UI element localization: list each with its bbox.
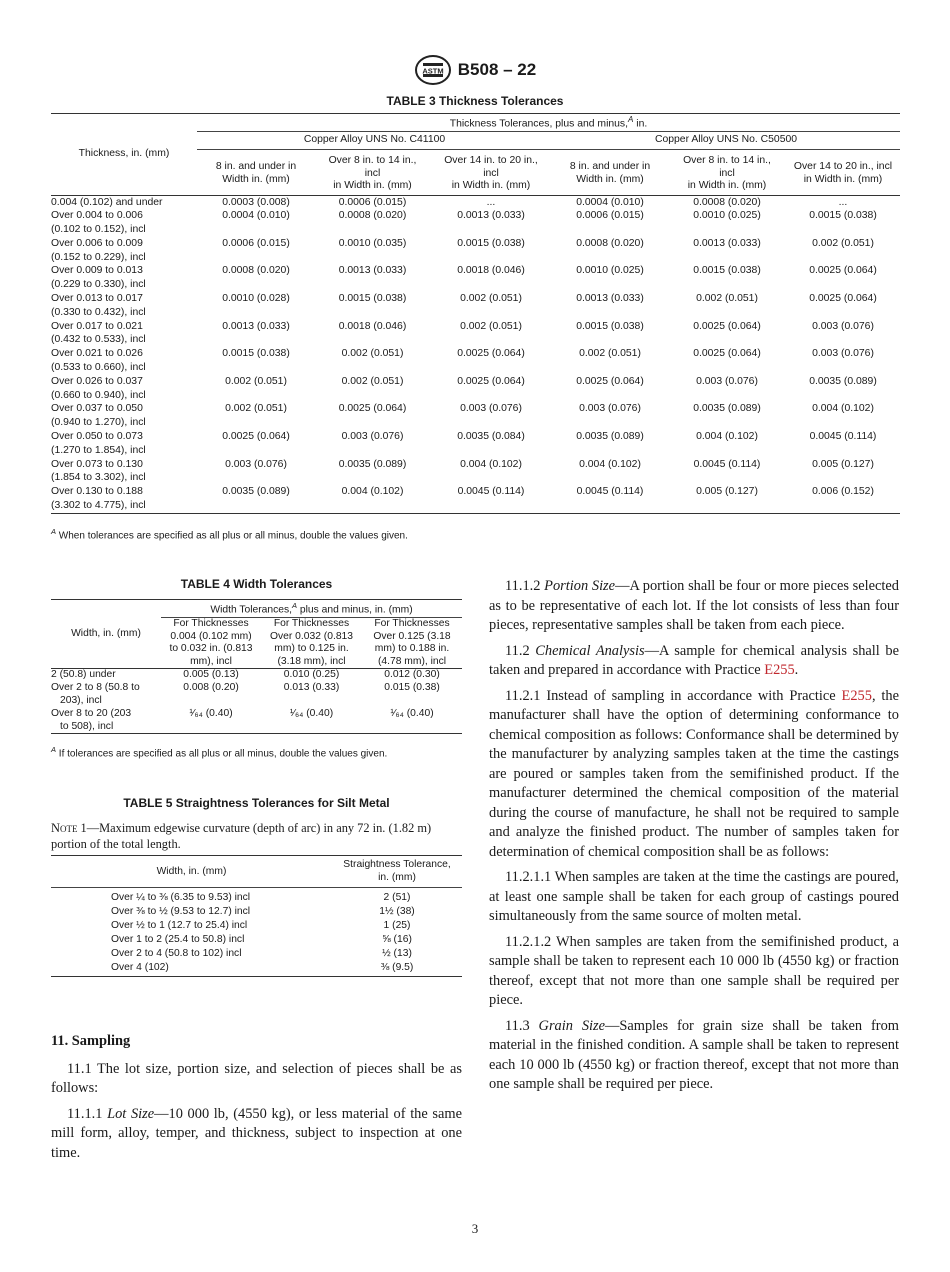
- table3-alloy-c41100: Copper Alloy UNS No. C41100: [197, 132, 552, 150]
- table5-note: Note 1—Maximum edgewise curvature (depth of arc) in any 72 in. (1.82 m) portion of the total length.: [51, 821, 432, 851]
- table4-value-cell: 0.010 (0.25): [283, 669, 340, 681]
- table3-thickness-tolerances: [51, 113, 900, 514]
- table3-thickness-cell: Over 0.009 to 0.013 (0.229 to 0.330), incl: [51, 265, 146, 291]
- table-row: [51, 888, 462, 906]
- table3-thickness-cell: Over 0.013 to 0.017 (0.330 to 0.432), incl: [51, 293, 146, 318]
- table4-footnote: $^A$ If tolerances are specified as all plus or all minus, double the values given.: [51, 745, 388, 760]
- table3-col-thickness: Thickness, in. (mm): [51, 114, 197, 196]
- table3-value-cell: 0.0008 (0.020): [222, 265, 290, 277]
- table3-value-cell: 0.005 (0.127): [812, 458, 874, 470]
- table3-value-cell: 0.0035 (0.084): [457, 431, 525, 443]
- table3-value-cell: 0.003 (0.076): [341, 431, 404, 443]
- right-column-text: [489, 577, 899, 1101]
- table4-sub-c3: For Thicknesses Over 0.125 (3.18 mm) to 0.188 in. (4.78 mm), incl: [362, 618, 462, 669]
- table3-value-cell: 0.0025 (0.064): [222, 431, 290, 443]
- table3-value-cell: 0.002 (0.051): [579, 348, 641, 360]
- table3-value-cell: 0.002 (0.051): [341, 348, 404, 360]
- table4-value-cell: ¹⁄₆₄ (0.40): [362, 708, 462, 734]
- table3-value-cell: 0.0025 (0.064): [338, 403, 407, 415]
- left-column-text: [51, 1032, 462, 1169]
- table4-sub-c1: For Thicknesses 0.004 (0.102 mm) to 0.032 in. (0.813 mm), incl: [161, 618, 261, 669]
- table5-tolerance-cell: ⅝ (16): [382, 934, 412, 945]
- table3-value-cell: 0.004 (0.102): [812, 403, 874, 415]
- table-row: [51, 933, 462, 947]
- table5-width-cell: Over ¼ to ⅜ (6.35 to 9.53) incl: [111, 892, 251, 903]
- table3-sub-a3: Over 14 in. to 20 in., incl in Width in. (mm): [430, 150, 552, 196]
- table3-value-cell: 0.0015 (0.038): [338, 293, 407, 305]
- table-row: [51, 485, 900, 513]
- table4-width-tolerances: [51, 599, 462, 734]
- table3-value-cell: 0.0015 (0.038): [222, 348, 290, 360]
- table3-value-cell: 0.005 (0.127): [668, 485, 786, 513]
- table3-value-cell: 0.0004 (0.010): [576, 196, 644, 208]
- table4-width-cell: Over 2 to 8 (50.8 to 203), incl: [51, 682, 140, 706]
- table3-value-cell: 0.002 (0.051): [696, 293, 758, 305]
- table-row: [51, 264, 900, 292]
- table3-value-cell: 0.0006 (0.015): [222, 237, 290, 249]
- table3-value-cell: ...: [486, 196, 496, 208]
- table-row: [51, 961, 462, 977]
- table3-value-cell: 0.0018 (0.046): [338, 320, 407, 332]
- table4-value-cell: 0.015 (0.38): [384, 682, 440, 694]
- table3-value-cell: 0.0010 (0.035): [338, 237, 407, 249]
- table4-value-cell: 0.008 (0.20): [183, 682, 239, 694]
- table4-width-cell: 2 (50.8) under: [51, 669, 116, 681]
- table3-value-cell: 0.0035 (0.089): [197, 485, 315, 513]
- table-row: [51, 347, 900, 375]
- table4-value-cell: 0.012 (0.30): [384, 669, 440, 681]
- table3-value-cell: 0.0035 (0.089): [809, 375, 877, 387]
- table3-value-cell: 0.0010 (0.025): [693, 210, 761, 222]
- table4-sub-c2: For Thicknesses Over 0.032 (0.813 mm) to 0.125 in. (3.18 mm), incl: [261, 618, 362, 669]
- astm-logo-icon: [414, 54, 452, 86]
- table3-thickness-cell: Over 0.073 to 0.130 (1.854 to 3.302), incl: [51, 458, 146, 484]
- table3-thickness-cell: Over 0.037 to 0.050 (0.940 to 1.270), incl: [51, 403, 146, 429]
- table3-value-cell: 0.0045 (0.114): [430, 485, 552, 513]
- para-11-2-1: 11.2.1 Instead of sampling in accordance with Practice E255, the manufacturer shall have the option of determining conformance to chemical composition as follows: Conformance shall be determined by the manufacturer by analyzing samples taken at the time the castings are poured or samples taken from the semifinished product. If the manufacturer determined the chemical composition of the material during the course of manufacture, he shall not be required to sample and analyze the finished product. The number of samples taken for determination of chemical composition shall be as follows:: [489, 687, 899, 860]
- table5-col-width: Width, in. (mm): [51, 856, 332, 888]
- table3-value-cell: 0.002 (0.051): [460, 320, 522, 332]
- table5-caption: TABLE 5 Straightness Tolerances for Silt Metal: [123, 796, 390, 810]
- table4-col-width: Width, in. (mm): [51, 600, 161, 669]
- table5-width-cell: Over 4 (102): [51, 961, 332, 977]
- astm-logo-text: ASTM: [422, 66, 444, 76]
- table3-value-cell: 0.0025 (0.064): [576, 375, 644, 387]
- table5-width-cell: Over ½ to 1 (12.7 to 25.4) incl: [111, 920, 248, 931]
- table-row: [51, 682, 462, 708]
- table3-value-cell: 0.004 (0.102): [579, 458, 641, 470]
- table3-value-cell: 0.0018 (0.046): [457, 265, 525, 277]
- table3-value-cell: 0.0035 (0.089): [338, 458, 407, 470]
- table3-sub-a1: 8 in. and under in Width in. (mm): [197, 150, 315, 196]
- table3-value-cell: 0.002 (0.051): [460, 293, 522, 305]
- table4-value-cell: ¹⁄₆₄ (0.40): [161, 708, 261, 734]
- table3-value-cell: 0.0025 (0.064): [693, 348, 761, 360]
- table3-thickness-cell: Over 0.004 to 0.006 (0.102 to 0.152), incl: [51, 210, 146, 236]
- table3-value-cell: 0.003 (0.076): [812, 320, 874, 332]
- page-number: 3: [471, 1221, 479, 1236]
- table-row: [51, 292, 900, 320]
- table-row: [51, 375, 900, 403]
- table3-value-cell: 0.0010 (0.028): [222, 293, 290, 305]
- table3-thickness-cell: Over 0.130 to 0.188 (3.302 to 4.775), incl: [51, 485, 197, 513]
- table3-value-cell: ...: [838, 196, 848, 208]
- table-row: [51, 402, 900, 430]
- table3-value-cell: 0.0003 (0.008): [222, 196, 290, 208]
- para-11-1-1: 11.1.1 Lot Size—10 000 lb, (4550 kg), or less material of the same mill form, alloy, temper, and thickness, subject to inspection at one time.: [51, 1105, 462, 1161]
- table4-value-cell: 0.013 (0.33): [283, 682, 340, 694]
- table3-sub-a2: Over 8 in. to 14 in., incl in Width in. (mm): [315, 150, 430, 196]
- table-row: [51, 430, 900, 458]
- table3-value-cell: 0.0015 (0.038): [809, 210, 877, 222]
- table3-value-cell: 0.0035 (0.089): [576, 431, 644, 443]
- table3-value-cell: 0.0025 (0.064): [809, 265, 877, 277]
- table3-thickness-cell: Over 0.017 to 0.021 (0.432 to 0.533), incl: [51, 320, 146, 346]
- para-11-3: 11.3 Grain Size—Samples for grain size shall be taken from material in the finished condition. A sample shall be taken to represent each 10 000 lb (4550 kg) or fraction thereof, except that not more than one sample shall be required per piece.: [489, 1017, 899, 1092]
- table3-value-cell: 0.004 (0.102): [460, 458, 522, 470]
- table3-value-cell: 0.002 (0.051): [812, 237, 874, 249]
- table3-value-cell: 0.0025 (0.064): [457, 375, 525, 387]
- table3-value-cell: 0.0008 (0.020): [693, 196, 761, 208]
- link-e255-2[interactable]: E255: [841, 687, 872, 704]
- table5-width-cell: Over 2 to 4 (50.8 to 102) incl: [111, 948, 242, 959]
- table3-value-cell: 0.0035 (0.089): [693, 403, 761, 415]
- table3-value-cell: 0.002 (0.051): [225, 375, 287, 387]
- table3-value-cell: 0.0025 (0.064): [457, 348, 525, 360]
- table4-value-cell: ¹⁄₆₄ (0.40): [261, 708, 362, 734]
- table3-value-cell: 0.003 (0.076): [460, 403, 522, 415]
- table-row: [51, 209, 900, 237]
- table3-footnote: $^A$ When tolerances are specified as all plus or all minus, double the values given.: [51, 527, 408, 542]
- table3-thickness-cell: Over 0.026 to 0.037 (0.660 to 0.940), incl: [51, 375, 146, 401]
- table3-value-cell: 0.0006 (0.015): [338, 196, 407, 208]
- link-e255[interactable]: E255: [764, 662, 795, 678]
- table3-thickness-cell: Over 0.021 to 0.026 (0.533 to 0.660), incl: [51, 348, 146, 374]
- table3-alloy-c50500: Copper Alloy UNS No. C50500: [552, 132, 900, 150]
- table5-width-cell: Over 1 to 2 (25.4 to 50.8) incl: [111, 934, 245, 945]
- table3-value-cell: 0.0015 (0.038): [693, 265, 761, 277]
- table3-thickness-cell: Over 0.050 to 0.073 (1.270 to 1.854), incl: [51, 431, 146, 456]
- para-11-1-2: 11.1.2 Portion Size—A portion shall be four or more pieces selected as to be representative of each lot. If the lot consists of less than four pieces, representative samples shall be taken from each piece.: [489, 578, 899, 633]
- table4-group-header: Width Tolerances,$^A$ plus and minus, in. (mm): [161, 600, 462, 618]
- table3-value-cell: 0.0010 (0.025): [576, 265, 644, 277]
- table4-value-cell: 0.005 (0.13): [183, 669, 239, 681]
- table3-value-cell: 0.0013 (0.033): [457, 210, 525, 222]
- table-row: [51, 919, 462, 933]
- table3-value-cell: 0.0045 (0.114): [552, 485, 668, 513]
- table3-value-cell: 0.0004 (0.010): [222, 210, 290, 222]
- table5-tolerance-cell: ⅜ (9.5): [332, 961, 462, 977]
- table-row: [51, 669, 462, 682]
- table3-sub-b1: 8 in. and under in Width in. (mm): [552, 150, 668, 196]
- document-id: B508 – 22: [457, 60, 537, 79]
- table3-sub-b2: Over 8 in. to 14 in., incl in Width in. (mm): [668, 150, 786, 196]
- table5-straightness-tolerances: [51, 855, 462, 977]
- table5-tolerance-cell: 1½ (38): [379, 906, 415, 917]
- table3-thickness-cell: Over 0.006 to 0.009 (0.152 to 0.229), incl: [51, 237, 146, 263]
- table3-value-cell: 0.006 (0.152): [786, 485, 900, 513]
- table3-value-cell: 0.002 (0.051): [341, 375, 404, 387]
- table3-value-cell: 0.0015 (0.038): [457, 237, 525, 249]
- table3-value-cell: 0.003 (0.076): [812, 348, 874, 360]
- table3-thickness-cell: 0.004 (0.102) and under: [51, 196, 163, 208]
- table-row: [51, 237, 900, 265]
- table5-tolerance-cell: 1 (25): [383, 920, 411, 931]
- table3-value-cell: 0.004 (0.102): [315, 485, 430, 513]
- table-row: [51, 195, 900, 209]
- table3-value-cell: 0.0008 (0.020): [576, 237, 644, 249]
- table3-value-cell: 0.003 (0.076): [696, 375, 758, 387]
- table3-value-cell: 0.0025 (0.064): [693, 320, 761, 332]
- table3-value-cell: 0.004 (0.102): [696, 431, 758, 443]
- table3-value-cell: 0.002 (0.051): [225, 403, 287, 415]
- table3-value-cell: 0.0006 (0.015): [576, 210, 644, 222]
- table3-value-cell: 0.0025 (0.064): [809, 293, 877, 305]
- table-row: [51, 320, 900, 348]
- table-row: [51, 947, 462, 961]
- para-11-2: 11.2 Chemical Analysis—A sample for chemical analysis shall be taken and prepared in accordance with Practice E255.: [489, 642, 899, 678]
- table3-value-cell: 0.0013 (0.033): [576, 293, 644, 305]
- table3-value-cell: 0.003 (0.076): [579, 403, 641, 415]
- table4-width-cell: Over 8 to 20 (203 to 508), incl: [51, 708, 161, 734]
- section-heading-sampling: 11. Sampling: [51, 1033, 131, 1049]
- table3-value-cell: 0.0013 (0.033): [338, 265, 407, 277]
- table3-value-cell: 0.003 (0.076): [225, 458, 287, 470]
- table-row: [51, 458, 900, 486]
- table3-sub-b3: Over 14 to 20 in., incl in Width in. (mm): [786, 150, 900, 196]
- para-11-2-1-1: 11.2.1.1 When samples are taken at the time the castings are poured, at least one sample shall be taken for each group of castings poured simultaneously from the same source of molten metal.: [489, 869, 899, 924]
- page-header: [0, 52, 950, 88]
- table3-value-cell: 0.0013 (0.033): [222, 320, 290, 332]
- table5-tolerance-cell: 2 (51): [383, 892, 411, 903]
- para-11-2-1-2: 11.2.1.2 When samples are taken from the semifinished product, a sample shall be taken to represent each 10 000 lb (4550 kg) or fraction thereof, except that not more than one sample shall be required per piece.: [489, 933, 899, 1008]
- para-11-1: 11.1 The lot size, portion size, and selection of pieces shall be as follows:: [51, 1060, 462, 1096]
- table-row: [51, 708, 462, 734]
- table3-group-header: Thickness Tolerances, plus and minus,$^A$ in.: [197, 114, 900, 132]
- table-row: [51, 905, 462, 919]
- table3-value-cell: 0.0045 (0.114): [693, 458, 761, 470]
- table3-caption: TABLE 3 Thickness Tolerances: [386, 94, 564, 108]
- table4-caption: TABLE 4 Width Tolerances: [180, 577, 333, 591]
- table3-value-cell: 0.0013 (0.033): [693, 237, 761, 249]
- table3-value-cell: 0.0015 (0.038): [576, 320, 644, 332]
- table5-width-cell: Over ⅜ to ½ (9.53 to 12.7) incl: [111, 906, 251, 917]
- table5-col-tolerance: Straightness Tolerance, in. (mm): [332, 856, 462, 888]
- table5-tolerance-cell: ½ (13): [382, 948, 412, 959]
- table3-value-cell: 0.0008 (0.020): [338, 210, 407, 222]
- table3-value-cell: 0.0045 (0.114): [809, 431, 877, 443]
